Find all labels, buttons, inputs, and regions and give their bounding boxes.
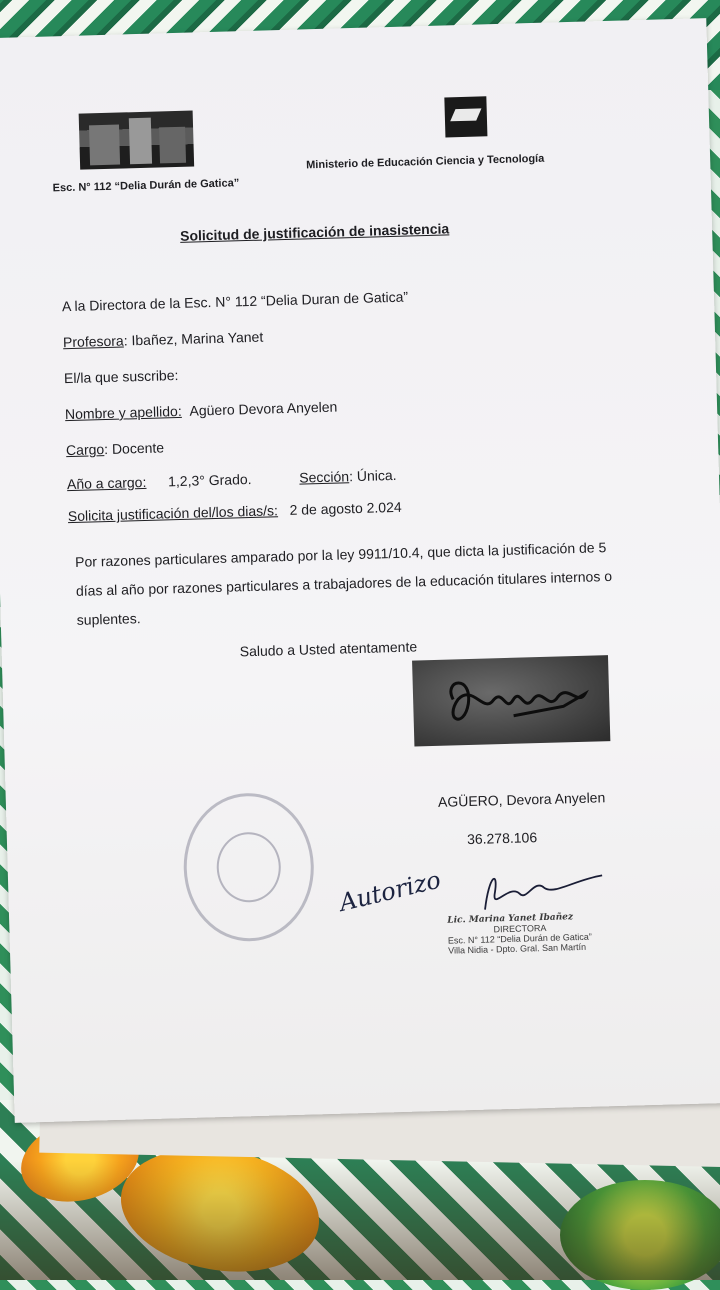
closing-salutation: Saludo a Usted atentamente — [239, 638, 418, 660]
ministry-logo — [444, 96, 487, 137]
document-page — [0, 18, 720, 1123]
seccion-label: Sección — [299, 468, 350, 486]
director-stamp-name: Lic. Marina Yanet Ibañez — [447, 912, 574, 926]
school-name: Esc. N° 112 “Delia Durán de Gatica” — [52, 177, 240, 195]
profesora-value: : Ibañez, Marina Yanet — [123, 328, 264, 349]
signature-image — [412, 655, 610, 746]
director-stamp-role: DIRECTORA — [493, 922, 547, 935]
suscribe-line: El/la que suscribe: — [63, 366, 179, 387]
handwritten-autorizo: Autorizo — [336, 865, 444, 918]
director-stamp — [447, 912, 592, 956]
justification-paragraph: Por razones particulares amparado por la ley 9911/10.4, que dicta la justificación de 5 días al año por razones particulares a trabajadores de la educación titulares internos o suplentes. — [74, 539, 613, 628]
signer-dni: 36.278.106 — [466, 829, 538, 848]
addressee: A la Directora de la Esc. N° 112 “Delia Duran de Gatica” — [61, 288, 409, 315]
nombre-value: Agüero Devora Anyelen — [189, 398, 338, 419]
signer-name: AGÜERO, Devora Anyelen — [437, 789, 606, 810]
solicita-line — [68, 499, 402, 524]
cargo-value: : Docente — [103, 439, 165, 458]
director-stamp-location: Villa Nidia - Dpto. Gral. San Martín — [448, 941, 587, 956]
profesora-label: Profesora — [62, 332, 124, 351]
nombre-label: Nombre y apellido: — [64, 402, 182, 423]
anio-label: Año a cargo: — [66, 473, 147, 493]
anio-line — [67, 467, 397, 492]
solicita-label: Solicita justificación del/los dias/s: — [67, 502, 279, 525]
cargo-label: Cargo — [65, 441, 105, 459]
director-signature — [464, 861, 605, 915]
coat-of-arms-icon — [216, 831, 282, 903]
anio-value: 1,2,3° Grado. — [167, 470, 252, 490]
cargo-line — [66, 439, 164, 458]
document-title: Solicitud de justificación de inasistencia — [179, 220, 450, 244]
shadow — [0, 1160, 720, 1280]
seccion-value: : Única. — [348, 466, 397, 485]
school-building-image — [79, 110, 195, 169]
ministry-name: Ministerio de Educación Ciencia y Tecnología — [306, 152, 545, 172]
solicita-value: 2 de agosto 2.024 — [289, 498, 402, 518]
nombre-line — [65, 399, 338, 423]
school-seal-stamp — [182, 791, 316, 943]
profesora-line — [63, 329, 264, 351]
director-stamp-school: Esc. N° 112 “Delia Durán de Gatica” — [447, 931, 592, 946]
